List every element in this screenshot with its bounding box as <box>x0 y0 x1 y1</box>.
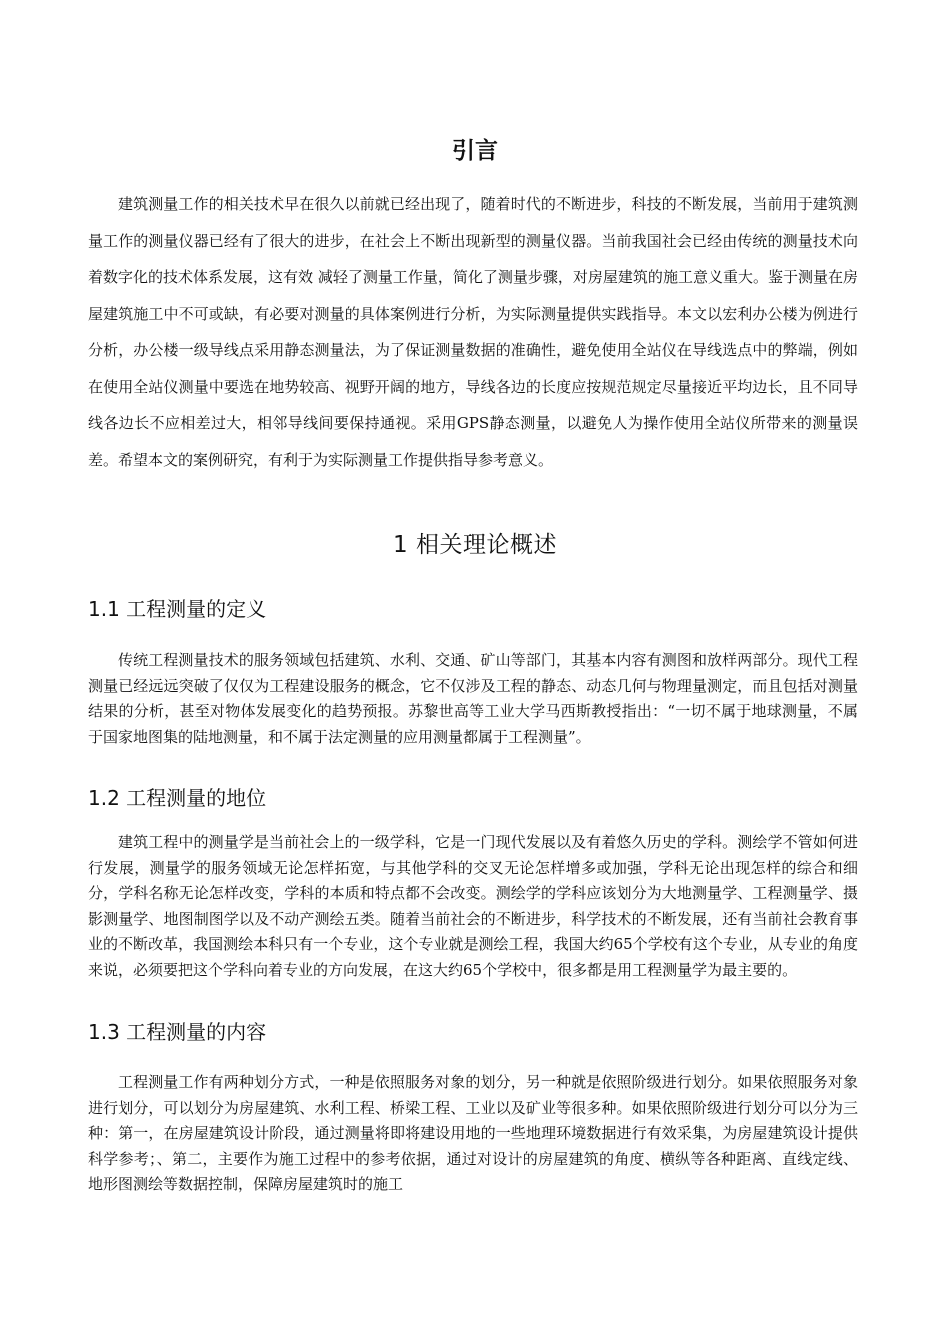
section-1-3-title: 1.3 工程测量的内容 <box>88 1020 267 1044</box>
intro-paragraph: 建筑测量工作的相关技术早在很久以前就已经出现了，随着时代的不断进步，科技的不断发展，当前用于建筑测量工作的测量仪器已经有了很大的进步，在社会上不断出现新型的测量仪器。当前我国社会已经由传统的测量技术向着数字化的技术体系发展，这有效 减轻了测量工作量，简化了测量步骤，对房屋建筑的施工意义重大。鉴于测量在房屋建筑施工中不可或缺，有必要对测量的具体案例进行分析，为实际测量提供实践指导。本文以宏利办公楼为例进行分析，办公楼一级导线点采用静态测量法，为了保证测量数据的准确性，避免使用全站仪在导线选点中的弊端，例如在使用全站仪测量中要选在地势较高、视野开阔的地方，导线各边的长度应按规范规定尽量接近平均边长，且不同导线各边长不应相差过大，相邻导线间要保持通视。采用GPS静态测量，以避免人为操作使用全站仪所带来的测量误差。希望本文的案例研究，有利于为实际测量工作提供指导参考意义。 <box>88 195 858 469</box>
section-1-2-title: 1.2 工程测量的地位 <box>88 786 267 810</box>
chapter-1-title: 1 相关理论概述 <box>393 532 557 558</box>
intro-title: 引言 <box>452 138 498 164</box>
section-1-1-paragraph: 传统工程测量技术的服务领域包括建筑、水利、交通、矿山等部门，其基本内容有测图和放样两部分。现代工程测量已经远远突破了仅仅为工程建设服务的概念，它不仅涉及工程的静态、动态几何与物理量测定，而且包括对测量结果的分析，甚至对物体发展变化的趋势预报。苏黎世高等工业大学马西斯教授指出：“一切不属于地球测量，不属于国家地图集的陆地测量，和不属于法定测量的应用测量都属于工程测量”。 <box>88 651 858 746</box>
section-1-2-paragraph: 建筑工程中的测量学是当前社会上的一级学科，它是一门现代发展以及有着悠久历史的学科。测绘学不管如何进行发展，测量学的服务领域无论怎样拓宽，与其他学科的交叉无论怎样增多或加强，学科无论出现怎样的综合和细分，学科名称无论怎样改变，学科的本质和特点都不会改变。测绘学的学科应该划分为大地测量学、工程测量学、摄影测量学、地图制图学以及不动产测绘五类。随着当前社会的不断进步，科学技术的不断发展，还有当前社会教育事业的不断改革，我国测绘本科只有一个专业，这个专业就是测绘工程，我国大约65个学校有这个专业，从专业的角度来说，必须要把这个学科向着专业的方向发展，在这大约65个学校中，很多都是用工程测量学为最主要的。 <box>88 833 858 979</box>
section-1-3-paragraph: 工程测量工作有两种划分方式，一种是依照服务对象的划分，另一种就是依照阶级进行划分。如果依照服务对象进行划分，可以划分为房屋建筑、水利工程、桥梁工程、工业以及矿业等很多种。如果依照阶级进行划分可以分为三种：第一，在房屋建筑设计阶段，通过测量将即将建设用地的一些地理环境数据进行有效采集，为房屋建筑设计提供科学参考；、第二，主要作为施工过程中的参考依据，通过对设计的房屋建筑的角度、横纵等各种距离、直线定线、地形图测绘等数据控制，保障房屋建筑时的施工 <box>88 1073 858 1193</box>
section-1-1-title: 1.1 工程测量的定义 <box>88 597 267 621</box>
